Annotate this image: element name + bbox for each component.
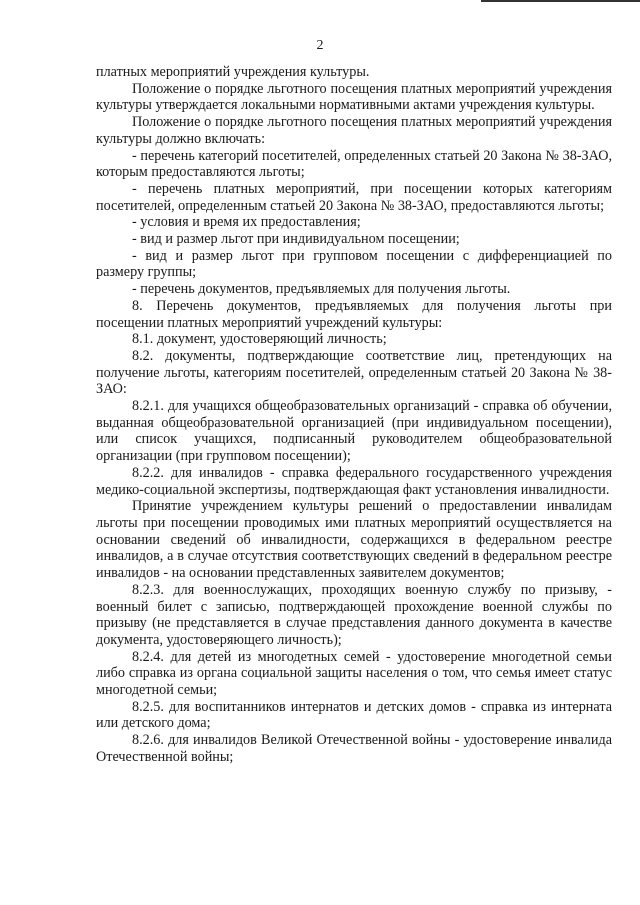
top-rule (481, 0, 640, 2)
list-item: - перечень платных мероприятий, при посещении которых категориям посетителей, определенным статьей 20 Закона № 38-ЗАО, предоставляются льготы; (96, 180, 612, 214)
paragraph: 8. Перечень документов, предъявляемых для получения льготы при посещении платных мероприятий учреждений культуры: (96, 297, 612, 331)
list-item: - вид и размер льгот при групповом посещении с дифференциацией по размеру группы; (96, 247, 612, 281)
paragraph: 8.1. документ, удостоверяющий личность; (132, 331, 387, 348)
document-body (96, 64, 612, 766)
paragraph: Положение о порядке льготного посещения платных мероприятий учреждения культуры утверждается локальными нормативными актами учреждения культуры. (96, 80, 612, 114)
paragraph: 8.2.4. для детей из многодетных семей - удостоверение многодетной семьи либо справка из органа социальной защиты населения о том, что семья имеет статус многодетной семьи; (96, 648, 612, 699)
paragraph: Принятие учреждением культуры решений о предоставлении инвалидам льготы при посещении проводимых ими платных мероприятий осуществляется на основании сведений об инвалидности, содержащихся в федеральном реестре инвалидов, а в случае отсутствия соответствующих сведений в федеральном реестре инвалидов - на основании представленных заявителем документов; (96, 498, 612, 582)
list-item: - перечень категорий посетителей, определенных статьей 20 Закона № 38-ЗАО, которым предоставляются льготы; (96, 147, 612, 181)
paragraph: 8.2.5. для воспитанников интернатов и детских домов - справка из интерната или детского дома; (96, 698, 612, 732)
list-item: - условия и время их предоставления; (132, 214, 361, 231)
paragraph: платных мероприятий учреждения культуры. (96, 64, 370, 80)
list-item: - перечень документов, предъявляемых для получения льготы. (132, 281, 511, 298)
page-number: 2 (316, 38, 324, 53)
paragraph: 8.2. документы, подтверждающие соответствие лиц, претендующих на получение льготы, категориям посетителей, определенным статьей 20 Закона № 38-ЗАО: (96, 347, 612, 398)
paragraph: 8.2.2. для инвалидов - справка федерального государственного учреждения медико-социальной экспертизы, подтверждающая факт установления инвалидности. (96, 464, 612, 498)
paragraph: 8.2.6. для инвалидов Великой Отечественной войны - удостоверение инвалида Отечественной войны; (96, 732, 612, 765)
list-item: - вид и размер льгот при индивидуальном посещении; (132, 231, 460, 248)
paragraph: 8.2.1. для учащихся общеобразовательных организаций - справка об обучении, выданная общеобразовательной организацией (при индивидуальном посещении), или список учащихся, подписанный руководителем общеобразовательной организации (при групповом посещении); (96, 398, 612, 465)
paragraph: 8.2.3. для военнослужащих, проходящих военную службу по призыву, - военный билет с записью, подтверждающей прохождение военной службы по призыву (не представляется в случае представления данного документа в качестве документа, удостоверяющего личность); (96, 581, 612, 648)
paragraph: Положение о порядке льготного посещения платных мероприятий учреждения культуры должно включать: (96, 114, 612, 147)
